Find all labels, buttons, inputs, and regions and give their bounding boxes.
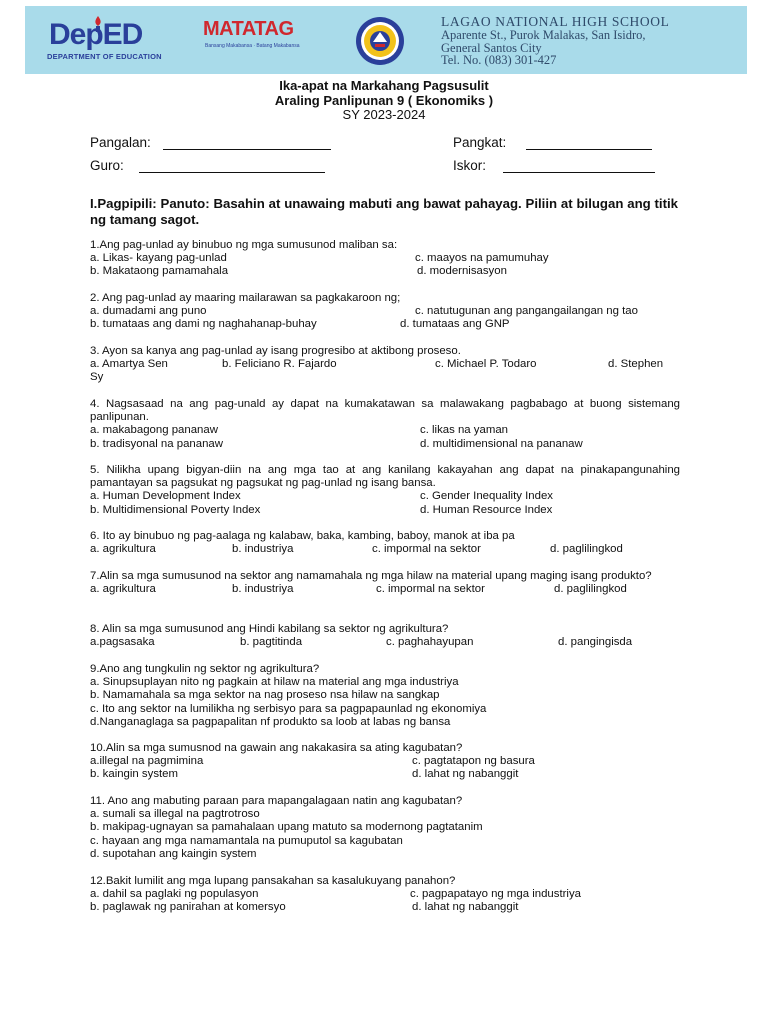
section-input-line[interactable] xyxy=(526,135,652,150)
option-d[interactable]: d. lahat ng nabanggit xyxy=(412,768,519,781)
teacher-input-line[interactable] xyxy=(139,158,325,173)
option-b[interactable]: b. Feliciano R. Fajardo xyxy=(222,358,337,371)
school-address-2: General Santos City xyxy=(441,40,542,55)
school-seal-icon xyxy=(355,16,405,66)
question-1 xyxy=(90,239,680,279)
option-d[interactable]: d. tumataas ang GNP xyxy=(400,318,510,331)
question-6 xyxy=(90,530,680,556)
instructions: I.Pagpipili: Panuto: Basahin at unawaing mabuti ang bawat pahayag. Piliin at bilugan ang titik ng tamang sagot. xyxy=(90,196,678,227)
question-stem: 7.Alin sa mga sumusunod na sektor ang namamahala ng mga hilaw na material upang maging isang produkto? xyxy=(90,570,652,582)
question-stem: 12.Bakit lumilit ang mga lupang pansakahan sa kasalukuyang panahon? xyxy=(90,875,456,887)
teacher-label: Guro: xyxy=(90,158,124,173)
exam-subject: Araling Panlipunan 9 ( Ekonomiks ) xyxy=(274,93,494,108)
question-9 xyxy=(90,663,680,729)
question-3 xyxy=(90,345,680,385)
option-c[interactable]: c. Michael P. Todaro xyxy=(435,358,537,371)
option-c[interactable]: c. impormal na sektor xyxy=(372,543,481,556)
section-label: Pangkat: xyxy=(453,135,507,150)
option-a[interactable]: a. Amartya Sen xyxy=(90,358,168,371)
option-c[interactable]: c. Ito ang sektor na lumilikha ng serbisyo para sa pagpapaunlad ng ekonomiya xyxy=(90,702,487,715)
option-c[interactable]: c. paghahayupan xyxy=(386,636,474,649)
option-d-continued: Sy xyxy=(90,371,104,384)
question-stem: 11. Ano ang mabuting paraan para mapangalagaan natin ang kagubatan? xyxy=(90,795,463,807)
question-stem: 5. Nilikha upang bigyan-diin na ang mga tao at ang kanilang kakayahan ang dapat na pinakapangunahing pamantayan sa pagsukat ng pagsukat ng pag-unlad ng isang bansa. xyxy=(90,464,680,490)
matatag-tagline: Bansang Makabansa · Batang Makabansa xyxy=(205,43,300,49)
question-11 xyxy=(90,795,680,861)
school-info xyxy=(441,14,751,67)
question-stem: 10.Alin sa mga sumusnod na gawain ang nakakasira sa ating kagubatan? xyxy=(90,742,463,754)
option-a[interactable]: a. agrikultura xyxy=(90,543,156,556)
school-name: LAGAO NATIONAL HIGH SCHOOL xyxy=(441,14,670,29)
option-a[interactable]: a. dumadami ang puno xyxy=(90,305,207,318)
option-a[interactable]: a. Likas- kayang pag-unlad xyxy=(90,252,227,265)
option-c[interactable]: c. likas na yaman xyxy=(420,424,508,437)
option-a[interactable]: a. sumali sa illegal na pagtrotroso xyxy=(90,808,260,821)
question-stem: 1.Ang pag-unlad ay binubuo ng mga sumusunod maliban sa: xyxy=(90,239,398,251)
option-b[interactable]: b. Multidimensional Poverty Index xyxy=(90,503,261,516)
option-d[interactable]: d. Stephen xyxy=(608,358,664,371)
name-label: Pangalan: xyxy=(90,135,151,150)
option-b[interactable]: b. tradisyonal na pananaw xyxy=(90,437,223,450)
option-a[interactable]: a.illegal na pagmimina xyxy=(90,755,204,768)
option-b[interactable]: b. Makataong pamamahala xyxy=(90,265,229,278)
question-stem: 8. Alin sa mga sumusunod ang Hindi kabilang sa sektor ng agrikultura? xyxy=(90,623,449,635)
option-d[interactable]: d. lahat ng nabanggit xyxy=(412,901,519,914)
deped-logo xyxy=(45,16,213,62)
option-a[interactable]: a. Sinupsuplayan nito ng pagkain at hilaw na material ang mga industriya xyxy=(90,676,459,689)
option-b[interactable]: b. industriya xyxy=(232,543,294,556)
option-a[interactable]: a. Human Development Index xyxy=(90,490,241,503)
option-c[interactable]: c. Gender Inequality Index xyxy=(420,490,553,503)
option-d[interactable]: d. paglilingkod xyxy=(550,543,623,556)
option-b[interactable]: b. pagtitinda xyxy=(240,636,303,649)
deped-subtext: DEPARTMENT OF EDUCATION xyxy=(47,52,162,61)
option-c[interactable]: c. impormal na sektor xyxy=(376,583,485,596)
deped-logo-text: DepED xyxy=(49,18,143,51)
name-input-line[interactable] xyxy=(163,135,331,150)
school-address-1: Aparente St., Purok Malakas, San Isidro, xyxy=(441,28,646,42)
option-b[interactable]: b. makipag-ugnayan sa pamahalaan upang matuto sa modernong pagtatanim xyxy=(90,821,483,834)
question-2 xyxy=(90,292,680,332)
option-b[interactable]: b. kaingin system xyxy=(90,768,178,781)
option-d[interactable]: d. multidimensional na pananaw xyxy=(420,437,583,450)
option-c[interactable]: c. hayaan ang mga namamantala na pumuputol sa kagubatan xyxy=(90,834,403,847)
school-telephone: Tel. No. (083) 301-427 xyxy=(441,53,557,67)
question-stem: 6. Ito ay binubuo ng pag-aalaga ng kalabaw, baka, kambing, baboy, manok at iba pa xyxy=(90,530,515,542)
exam-title: Ika-apat na Markahang Pagsusulit xyxy=(279,78,489,93)
option-d[interactable]: d. pangingisda xyxy=(558,636,633,649)
option-d[interactable]: d. Human Resource Index xyxy=(420,503,553,516)
score-label: Iskor: xyxy=(453,158,487,173)
question-5 xyxy=(90,464,680,517)
option-c[interactable]: c. maayos na pamumuhay xyxy=(415,252,549,265)
matatag-logo xyxy=(203,18,343,62)
option-b[interactable]: b. paglawak ng panirahan at komersyo xyxy=(90,901,286,914)
question-stem: 4. Nagsasaad na ang pag-unald ay dapat na kumakatawan sa malawakang pagbabago at buong sistemang panlipunan. xyxy=(90,398,680,424)
option-a[interactable]: a. makabagong pananaw xyxy=(90,424,218,437)
option-c[interactable]: c. pagtatapon ng basura xyxy=(412,755,535,768)
option-b[interactable]: b. tumataas ang dami ng naghahanap-buhay xyxy=(90,318,317,331)
option-a[interactable]: a. dahil sa paglaki ng populasyon xyxy=(90,888,259,901)
question-12 xyxy=(90,875,680,915)
header-banner xyxy=(25,6,747,74)
option-c[interactable]: c. natutugunan ang pangangailangan ng tao xyxy=(415,305,638,318)
question-7 xyxy=(90,570,680,596)
option-d[interactable]: d. modernisasyon xyxy=(417,265,507,278)
option-b[interactable]: b. Namamahala sa mga sektor na nag proseso nsa hilaw na sangkap xyxy=(90,689,440,702)
question-8 xyxy=(90,623,680,649)
question-4 xyxy=(90,398,680,451)
question-10 xyxy=(90,742,680,782)
option-d[interactable]: d.Nanganaglaga sa pagpapalitan nf produkto sa loob at labas ng bansa xyxy=(90,715,451,728)
school-year: SY 2023-2024 xyxy=(342,107,426,122)
score-input-line[interactable] xyxy=(503,158,655,173)
option-a[interactable]: a.pagsasaka xyxy=(90,636,155,649)
matatag-logo-text: MATATAG xyxy=(203,18,294,40)
option-d[interactable]: d. supotahan ang kaingin system xyxy=(90,847,257,860)
option-b[interactable]: b. industriya xyxy=(232,583,294,596)
option-a[interactable]: a. agrikultura xyxy=(90,583,156,596)
question-stem: 3. Ayon sa kanya ang pag-unlad ay isang progresibo at aktibong proseso. xyxy=(90,345,461,357)
question-stem: 9.Ano ang tungkulin ng sektor ng agrikultura? xyxy=(90,663,320,675)
option-d[interactable]: d. paglilingkod xyxy=(554,583,627,596)
option-c[interactable]: c. pagpapatayo ng mga industriya xyxy=(410,888,581,901)
question-stem: 2. Ang pag-unlad ay maaring mailarawan sa pagkakaroon ng; xyxy=(90,292,401,304)
